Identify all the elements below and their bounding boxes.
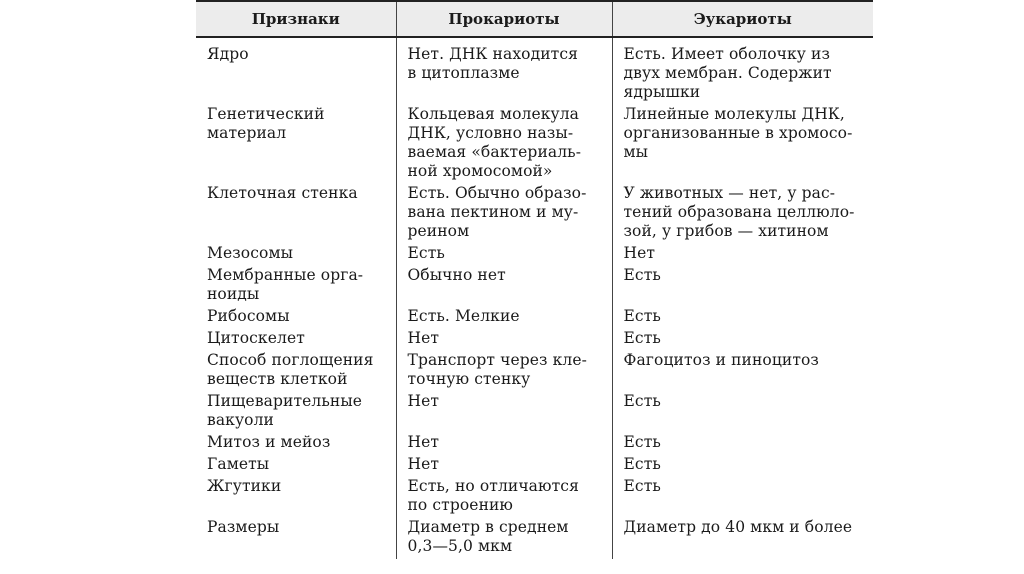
- prokaryote-cell-text: Нет. ДНК находится в цитоплазме: [407, 45, 579, 82]
- table-row: [196, 392, 873, 433]
- table-row: [196, 266, 873, 307]
- feature-cell-text: Способ поглощения веществ клеткой: [207, 351, 374, 388]
- prokaryote-cell: [396, 518, 612, 559]
- table-row: [196, 433, 873, 455]
- eukaryote-cell: [612, 455, 873, 477]
- eukaryote-cell: [612, 37, 873, 105]
- table-row: [196, 518, 873, 559]
- eukaryote-cell-text: Есть: [623, 307, 661, 325]
- feature-cell-text: Генетический материал: [207, 105, 325, 142]
- table-row: [196, 455, 873, 477]
- eukaryote-cell-text: Есть: [623, 329, 661, 347]
- feature-cell: [196, 184, 396, 244]
- feature-cell: [196, 244, 396, 266]
- feature-cell-text: Митоз и мейоз: [207, 433, 331, 451]
- eukaryote-cell: [612, 518, 873, 559]
- prokaryote-cell: [396, 266, 612, 307]
- feature-cell-text: Размеры: [207, 518, 280, 536]
- table-row: [196, 307, 873, 329]
- header-features: Признаки: [196, 1, 396, 37]
- header-eukaryotes: Эукариоты: [612, 1, 873, 37]
- eukaryote-cell-text: Линейные молекулы ДНК, организованные в хромосо- мы: [623, 105, 853, 161]
- feature-cell: [196, 266, 396, 307]
- eukaryote-cell-text: Есть: [623, 455, 661, 473]
- table-row: [196, 105, 873, 184]
- prokaryote-cell-text: Есть. Мелкие: [407, 307, 520, 325]
- eukaryote-cell-text: Есть: [623, 477, 661, 495]
- table-row: [196, 37, 873, 105]
- eukaryote-cell-text: У животных — нет, у рас- тений образована целлюло- зой, у грибов — хитином: [623, 184, 855, 240]
- prokaryote-cell: [396, 329, 612, 351]
- feature-cell-text: Жгутики: [207, 477, 282, 495]
- header-prokaryotes: Прокариоты: [396, 1, 612, 37]
- prokaryote-cell-text: Обычно нет: [407, 266, 506, 284]
- eukaryote-cell-text: Есть: [623, 433, 661, 451]
- prokaryote-cell: [396, 37, 612, 105]
- eukaryote-cell: [612, 392, 873, 433]
- feature-cell: [196, 392, 396, 433]
- eukaryote-cell: [612, 266, 873, 307]
- table-row: [196, 244, 873, 266]
- prokaryote-cell: [396, 455, 612, 477]
- feature-cell: [196, 477, 396, 518]
- prokaryote-cell: [396, 477, 612, 518]
- eukaryote-cell: [612, 477, 873, 518]
- prokaryote-cell: [396, 433, 612, 455]
- prokaryote-cell-text: Есть. Обычно образо- вана пектином и му- реином: [407, 184, 587, 240]
- feature-cell-text: Рибосомы: [207, 307, 290, 325]
- eukaryote-cell: [612, 433, 873, 455]
- comparison-table: [196, 0, 873, 559]
- feature-cell-text: Клеточная стенка: [207, 184, 358, 202]
- feature-cell: [196, 455, 396, 477]
- prokaryote-cell: [396, 184, 612, 244]
- feature-cell-text: Мезосомы: [207, 244, 294, 262]
- eukaryote-cell-text: Есть: [623, 392, 661, 410]
- feature-cell: [196, 329, 396, 351]
- table-row: [196, 184, 873, 244]
- eukaryote-cell-text: Есть. Имеет оболочку из двух мембран. Содержит ядрышки: [623, 45, 832, 101]
- feature-cell: [196, 433, 396, 455]
- eukaryote-cell: [612, 307, 873, 329]
- prokaryote-cell-text: Нет: [407, 392, 440, 410]
- table-row: [196, 329, 873, 351]
- feature-cell-text: Пищеварительные вакуоли: [207, 392, 363, 429]
- prokaryote-cell-text: Диаметр в среднем 0,3—5,0 мкм: [407, 518, 569, 555]
- prokaryote-cell: [396, 307, 612, 329]
- prokaryote-cell-text: Нет: [407, 433, 440, 451]
- table-body: [196, 37, 873, 559]
- table-row: [196, 351, 873, 392]
- eukaryote-cell-text: Диаметр до 40 мкм и более: [623, 518, 853, 536]
- prokaryote-cell-text: Есть: [407, 244, 445, 262]
- eukaryote-cell: [612, 105, 873, 184]
- eukaryote-cell: [612, 244, 873, 266]
- prokaryote-cell: [396, 244, 612, 266]
- feature-cell-text: Гаметы: [207, 455, 270, 473]
- feature-cell: [196, 518, 396, 559]
- prokaryote-cell-text: Транспорт через кле- точную стенку: [407, 351, 587, 388]
- eukaryote-cell-text: Есть: [623, 266, 661, 284]
- prokaryote-cell: [396, 392, 612, 433]
- eukaryote-cell: [612, 329, 873, 351]
- feature-cell: [196, 37, 396, 105]
- feature-cell: [196, 351, 396, 392]
- prokaryote-cell: [396, 351, 612, 392]
- feature-cell: [196, 307, 396, 329]
- eukaryote-cell: [612, 351, 873, 392]
- feature-cell-text: Мембранные орга- ноиды: [207, 266, 364, 303]
- comparison-table-wrapper: [196, 0, 873, 574]
- eukaryote-cell: [612, 184, 873, 244]
- feature-cell-text: Ядро: [207, 45, 249, 63]
- eukaryote-cell-text: Нет: [623, 244, 656, 262]
- eukaryote-cell-text: Фагоцитоз и пиноцитоз: [623, 351, 819, 369]
- feature-cell-text: Цитоскелет: [207, 329, 305, 347]
- prokaryote-cell-text: Нет: [407, 329, 440, 347]
- prokaryote-cell-text: Нет: [407, 455, 440, 473]
- prokaryote-cell: [396, 105, 612, 184]
- prokaryote-cell-text: Кольцевая молекула ДНК, условно назы- ваемая «бактериаль- ной хромосомой»: [407, 105, 582, 180]
- prokaryote-cell-text: Есть, но отличаются по строению: [407, 477, 579, 514]
- table-header-row: [196, 1, 873, 37]
- table-row: [196, 477, 873, 518]
- feature-cell: [196, 105, 396, 184]
